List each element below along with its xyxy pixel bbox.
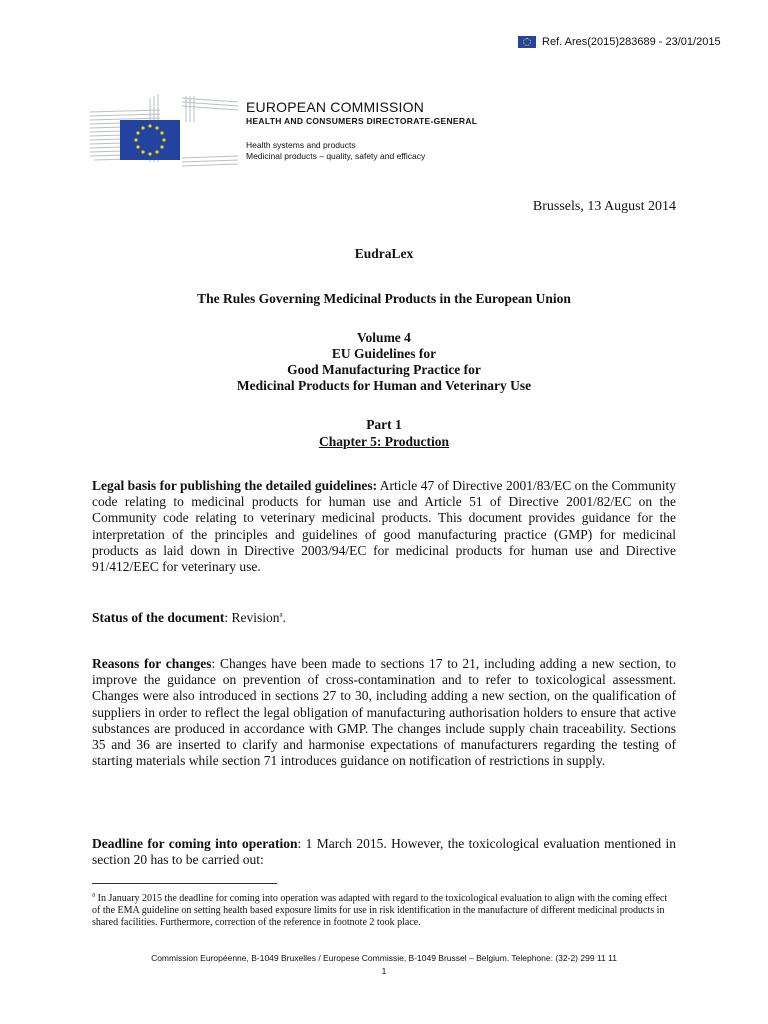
directorate-general: HEALTH AND CONSUMERS DIRECTORATE-GENERAL [246,116,478,126]
reference-text: Ref. Ares(2015)283689 - 23/01/2015 [542,36,721,48]
title-medicinal-products: Medicinal Products for Human and Veterinary Use [236,378,532,393]
title-volume: Volume 4 [357,330,411,345]
status-label: Status of the document [92,610,225,625]
page-number: 1 [381,966,387,976]
title-chapter: Chapter 5: Production [318,434,449,449]
footer-address: Commission Européenne, B-1049 Bruxelles / Europese Commissie, B-1049 Brussel – Belgium. Telephone: (32-2) 299 11 11 [151,953,617,963]
reasons-label: Reasons for changes [92,656,212,671]
footnote-divider [92,883,277,884]
title-eu-guidelines: EU Guidelines for [331,346,437,361]
title-part: Part 1 [366,417,402,432]
status-paragraph [92,610,676,626]
legal-basis-text: Article 47 of Directive 2001/83/EC on the Community code relating to medicinal products for human use and Article 51 of Directive 2001/82/EC on the Community code relating to veterinary medicinal products. This document provides guidance for the interpretation of the principles and guidelines of good manufacturing practice (GMP) for medicinal products as laid down in Directive 2003/94/EC for medicinal products for human use and Directive 91/412/EEC for veterinary use. [92,478,676,575]
status-end: . [282,610,287,625]
deadline-text: : 1 March 2015. However, the toxicological evaluation mentioned in section 20 has to be carried out: [92,836,676,868]
title-rules: The Rules Governing Medicinal Products in the European Union [197,291,571,306]
document-date: Brussels, 13 August 2014 [532,199,676,214]
status-text: : Revision [224,610,280,625]
title-gmp: Good Manufacturing Practice for [287,362,481,377]
eu-flag-icon [518,36,536,48]
european-commission-logo [90,92,238,168]
reference-stamp [518,36,721,48]
reasons-text: : Changes have been made to sections 17 to 21, including adding a new section, to improve the guidance on prevention of cross-contamination and to refer to toxicological assessment. Changes were also introduced in sections 27 to 30, including adding a new section, on the qualification of suppliers in order to reflect the legal obligation of manufacturing authorisation holders to ensure that active substances are produced in accordance with GMP. The changes include supply chain traceability. Sections 35 and 36 are inserted to clarify and harmonise expectations of manufacturers regarding the testing of starting materials while section 71 introduces guidance on notification of restrictions in supply. [92,656,676,769]
reasons-paragraph [92,656,676,769]
deadline-label: Deadline for coming into operation [92,836,298,851]
unit-line-1: Health systems and products [246,140,356,150]
unit-line-2: Medicinal products – quality, safety and efficacy [246,151,426,161]
footnote-text: In January 2015 the deadline for coming into operation was adapted with regard to the toxicological evaluation to align with the coming effect of the EMA guideline on setting health based exposure limits for use in risk identification in the manufacture of different medicinal products in shared facilities. Furthermore, correction of the reference in footnote 2 took place. [92,893,668,929]
title-eudralex: EudraLex [354,246,414,261]
legal-basis-label: Legal basis for publishing the detailed guidelines: [92,478,378,493]
footnote-mark: a [92,890,96,899]
legal-basis-paragraph [92,478,676,575]
footnote-reference[interactable]: a [279,610,283,619]
footnote [92,890,676,930]
deadline-paragraph [92,836,676,868]
organization-name: EUROPEAN COMMISSION [246,99,425,115]
